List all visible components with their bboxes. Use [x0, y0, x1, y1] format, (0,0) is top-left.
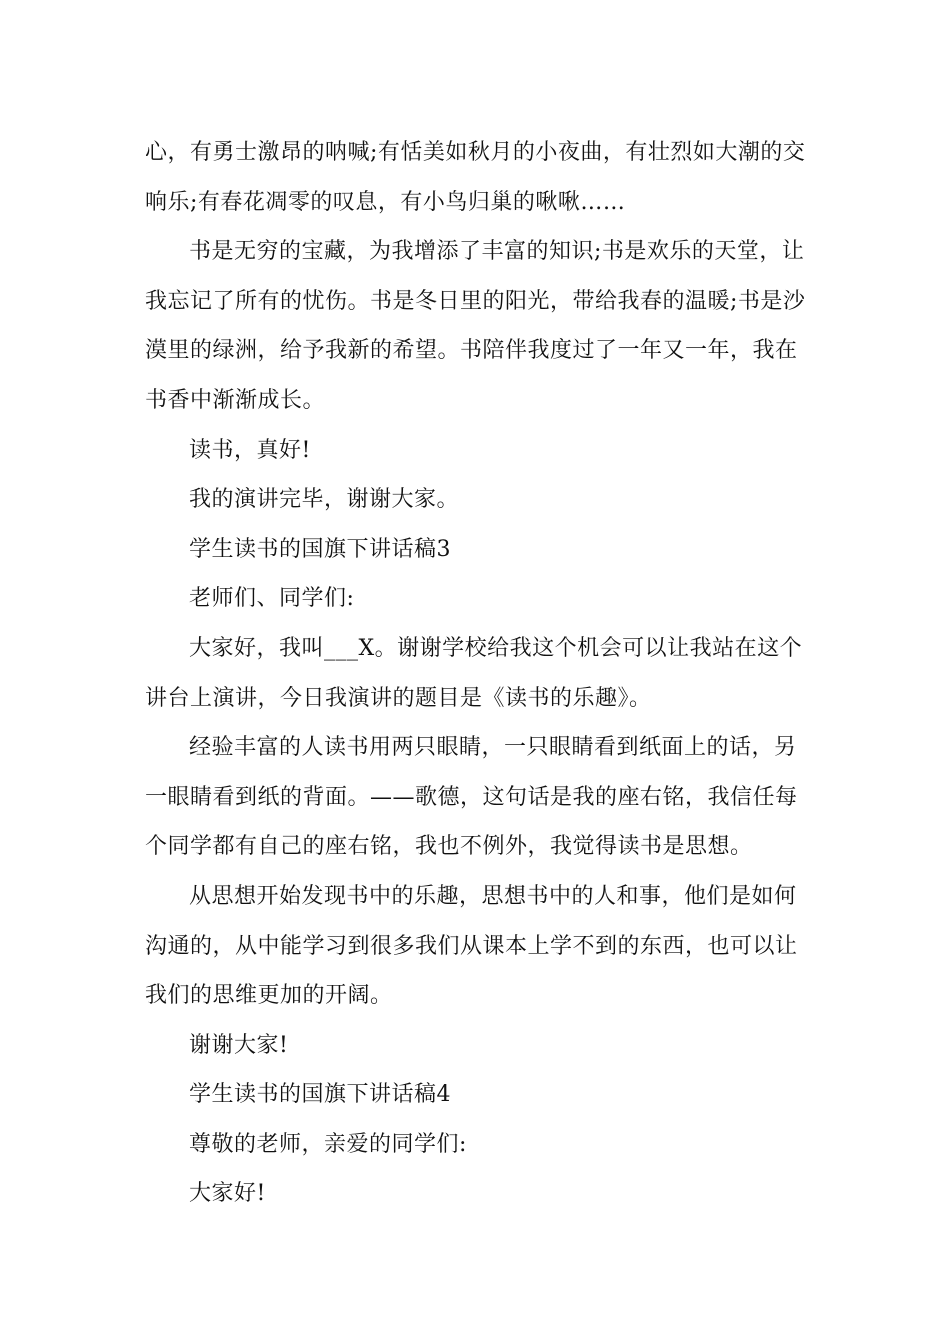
- section-heading: 学生读书的国旗下讲话稿3: [189, 536, 451, 562]
- salutation: 老师们、同学们:: [189, 586, 355, 612]
- paragraph: 从思想开始发现书中的乐趣，思想书中的人和事，他们是如何沟通的，从中能学习到很多我们从课本上学不到的东西，也可以让我们的思维更加的开阔。: [145, 883, 798, 1009]
- salutation: 尊敬的老师，亲爱的同学们:: [189, 1131, 467, 1157]
- paragraph: 大家好，我叫___X。谢谢学校给我这个机会可以让我站在这个讲台上演讲，今日我演讲的题目是《读书的乐趣》。: [145, 635, 803, 711]
- section-heading: 学生读书的国旗下讲话稿4: [189, 1082, 451, 1108]
- paragraph: 书是无穷的宝藏，为我增添了丰富的知识;书是欢乐的天堂，让我忘记了所有的忧伤。书是冬日里的阳光，带给我春的温暖;书是沙漠里的绿洲，给予我新的希望。书陪伴我度过了一年又一年，我在书香中渐渐成长。: [145, 239, 806, 413]
- paragraph: 读书，真好!: [189, 437, 311, 463]
- document-body: [145, 128, 810, 1219]
- paragraph-continuation: 心，有勇士激昂的呐喊;有恬美如秋月的小夜曲，有壮烈如大潮的交响乐;有春花凋零的叹息，有小鸟归巢的啾啾……: [145, 140, 806, 215]
- paragraph: 我的演讲完毕，谢谢大家。: [189, 487, 460, 513]
- paragraph: 谢谢大家!: [189, 1032, 289, 1058]
- paragraph: 大家好!: [189, 1181, 266, 1207]
- paragraph: 经验丰富的人读书用两只眼睛，一只眼睛看到纸面上的话，另一眼睛看到纸的背面。——歌德，这句话是我的座右铭，我信任每个同学都有自己的座右铭，我也不例外，我觉得读书是思想。: [145, 735, 798, 860]
